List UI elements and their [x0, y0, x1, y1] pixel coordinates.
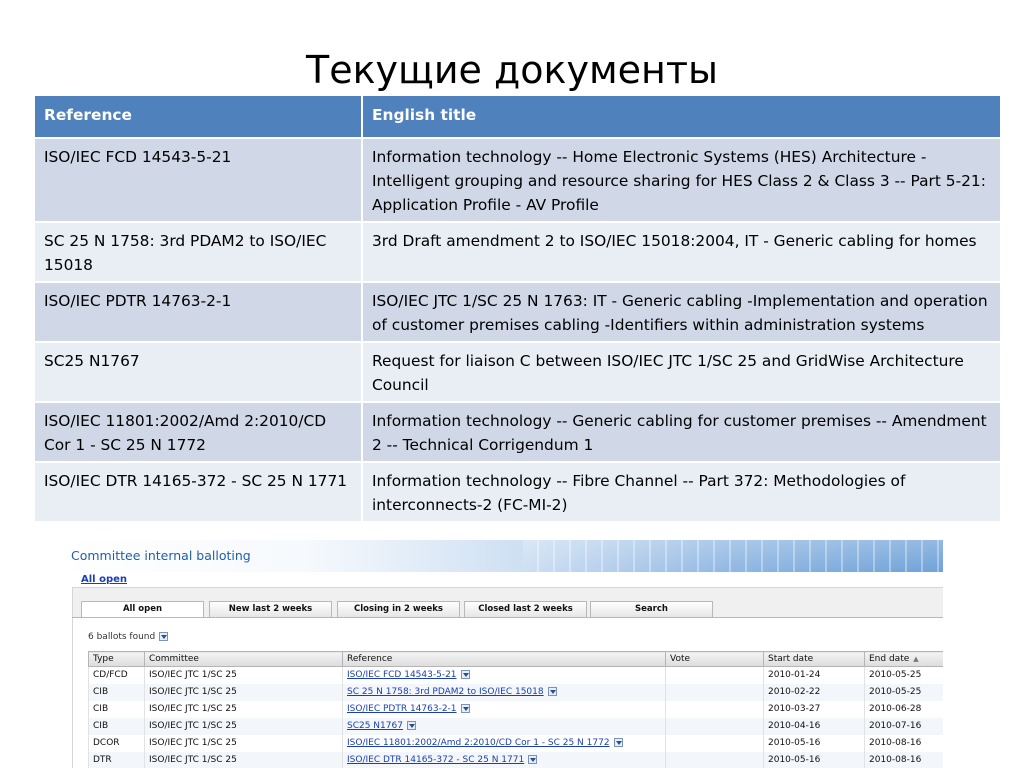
table-row: [34, 402, 1001, 462]
column-header-end-date[interactable]: [865, 652, 944, 667]
table-row: [89, 718, 944, 735]
tab-all-open[interactable]: All open: [81, 601, 204, 619]
reference-link[interactable]: ISO/IEC FCD 14543-5-21: [347, 670, 457, 681]
reference-cell: [343, 752, 666, 768]
type-cell: CIB: [89, 701, 145, 718]
reference-link[interactable]: ISO/IEC PDTR 14763-2-1: [347, 704, 457, 714]
title-cell: 3rd Draft amendment 2 to ISO/IEC 15018:2004, IT - Generic cabling for homes: [362, 222, 1001, 282]
table-row: [34, 462, 1001, 522]
chevron-down-icon[interactable]: [159, 632, 168, 641]
chevron-down-icon[interactable]: [614, 738, 623, 747]
chevron-down-icon[interactable]: [461, 670, 470, 679]
table-row: [89, 752, 944, 768]
start-date-cell: 2010-04-16: [764, 718, 865, 735]
table-row: [89, 684, 944, 701]
ballots-table-header: [89, 652, 944, 667]
ballots-count-text: 6 ballots found: [88, 632, 156, 642]
committee-cell: ISO/IEC JTC 1/SC 25: [145, 667, 343, 684]
column-header-reference[interactable]: Reference: [343, 652, 666, 667]
column-header-type[interactable]: Type: [89, 652, 145, 667]
end-date-cell: 2010-08-16: [865, 752, 944, 768]
reference-cell: ISO/IEC 11801:2002/Amd 2:2010/CD Cor 1 - SC 25 N 1772: [34, 402, 362, 462]
committee-cell: ISO/IEC JTC 1/SC 25: [145, 735, 343, 752]
vote-cell: [666, 752, 764, 768]
column-header-committee[interactable]: Committee: [145, 652, 343, 667]
column-header-english-title: English title: [362, 96, 1001, 138]
start-date-cell: 2010-05-16: [764, 735, 865, 752]
reference-cell: [343, 701, 666, 718]
reference-cell: ISO/IEC FCD 14543-5-21: [34, 138, 362, 222]
reference-cell: [343, 684, 666, 701]
vote-cell: [666, 735, 764, 752]
type-cell: DCOR: [89, 735, 145, 752]
reference-cell: ISO/IEC DTR 14165-372 - SC 25 N 1771: [34, 462, 362, 522]
chevron-down-icon[interactable]: [548, 687, 557, 696]
sort-arrow-icon: ▲: [913, 655, 919, 663]
vote-cell: [666, 667, 764, 684]
title-cell: Information technology -- Home Electronic Systems (HES) Architecture - Intelligent grouping and resource sharing for HES Class 2 & Class 3 -- Part 5-21: Application Profile - AV Profile: [362, 138, 1001, 222]
end-date-cell: 2010-05-25: [865, 684, 944, 701]
start-date-cell: 2010-01-24: [764, 667, 865, 684]
table-row: [89, 701, 944, 718]
title-cell: Information technology -- Generic cabling for customer premises -- Amendment 2 -- Technical Corrigendum 1: [362, 402, 1001, 462]
committee-cell: ISO/IEC JTC 1/SC 25: [145, 752, 343, 768]
start-date-cell: 2010-02-22: [764, 684, 865, 701]
reference-cell: SC 25 N 1758: 3rd PDAM2 to ISO/IEC 15018: [34, 222, 362, 282]
tab-closing-in-2-weeks[interactable]: Closing in 2 weeks: [337, 601, 460, 618]
ballot-panel-title: Committee internal balloting: [71, 548, 251, 563]
ballots-table: [88, 651, 943, 768]
end-date-cell: 2010-05-25: [865, 667, 944, 684]
committee-cell: ISO/IEC JTC 1/SC 25: [145, 701, 343, 718]
end-date-cell: 2010-07-16: [865, 718, 944, 735]
end-date-label: End date: [869, 654, 910, 664]
start-date-cell: 2010-05-16: [764, 752, 865, 768]
type-cell: CIB: [89, 718, 145, 735]
title-cell: Information technology -- Fibre Channel -- Part 372: Methodologies of interconnects-2 (FC-MI-2): [362, 462, 1001, 522]
ballots-count: [88, 632, 168, 642]
column-header-vote[interactable]: Vote: [666, 652, 764, 667]
type-cell: CIB: [89, 684, 145, 701]
type-cell: CD/FCD: [89, 667, 145, 684]
chevron-down-icon[interactable]: [461, 704, 470, 713]
table-row: [34, 342, 1001, 402]
tab-new-last-2-weeks[interactable]: New last 2 weeks: [209, 601, 332, 618]
vote-cell: [666, 701, 764, 718]
tab-search[interactable]: Search: [590, 601, 713, 618]
reference-link[interactable]: SC 25 N 1758: 3rd PDAM2 to ISO/IEC 15018: [347, 687, 544, 697]
committee-cell: ISO/IEC JTC 1/SC 25: [145, 684, 343, 701]
type-cell: DTR: [89, 752, 145, 768]
all-open-link[interactable]: All open: [81, 574, 128, 585]
table-row: [89, 735, 944, 752]
vote-cell: [666, 684, 764, 701]
reference-cell: ISO/IEC PDTR 14763-2-1: [34, 282, 362, 342]
slide-title: Текущие документы: [306, 48, 718, 92]
ballot-screenshot: [60, 540, 943, 768]
chevron-down-icon[interactable]: [528, 755, 537, 764]
reference-cell: SC25 N1767: [34, 342, 362, 402]
table-row: [89, 667, 944, 684]
column-header-start-date[interactable]: Start date: [764, 652, 865, 667]
table-row: [34, 138, 1001, 222]
documents-table-header: [34, 96, 1001, 138]
tab-closed-last-2-weeks[interactable]: Closed last 2 weeks: [464, 601, 587, 618]
table-row: [34, 282, 1001, 342]
committee-cell: ISO/IEC JTC 1/SC 25: [145, 718, 343, 735]
reference-link[interactable]: ISO/IEC DTR 14165-372 - SC 25 N 1771: [347, 755, 525, 765]
start-date-cell: 2010-03-27: [764, 701, 865, 718]
vote-cell: [666, 718, 764, 735]
documents-table: [33, 96, 1002, 523]
reference-cell: [343, 718, 666, 735]
end-date-cell: 2010-06-28: [865, 701, 944, 718]
column-header-reference: Reference: [34, 96, 362, 138]
end-date-cell: 2010-08-16: [865, 735, 944, 752]
reference-link[interactable]: SC25 N1767: [347, 721, 403, 731]
reference-link[interactable]: ISO/IEC 11801:2002/Amd 2:2010/CD Cor 1 - SC 25 N 1772: [347, 738, 610, 748]
reference-cell: [343, 667, 666, 684]
title-cell: ISO/IEC JTC 1/SC 25 N 1763: IT - Generic cabling -Implementation and operation of customer premises cabling -Identifiers within administration systems: [362, 282, 1001, 342]
table-row: [34, 222, 1001, 282]
banner-decoration: [523, 540, 943, 572]
title-cell: Request for liaison C between ISO/IEC JTC 1/SC 25 and GridWise Architecture Council: [362, 342, 1001, 402]
reference-cell: [343, 735, 666, 752]
chevron-down-icon[interactable]: [407, 721, 416, 730]
